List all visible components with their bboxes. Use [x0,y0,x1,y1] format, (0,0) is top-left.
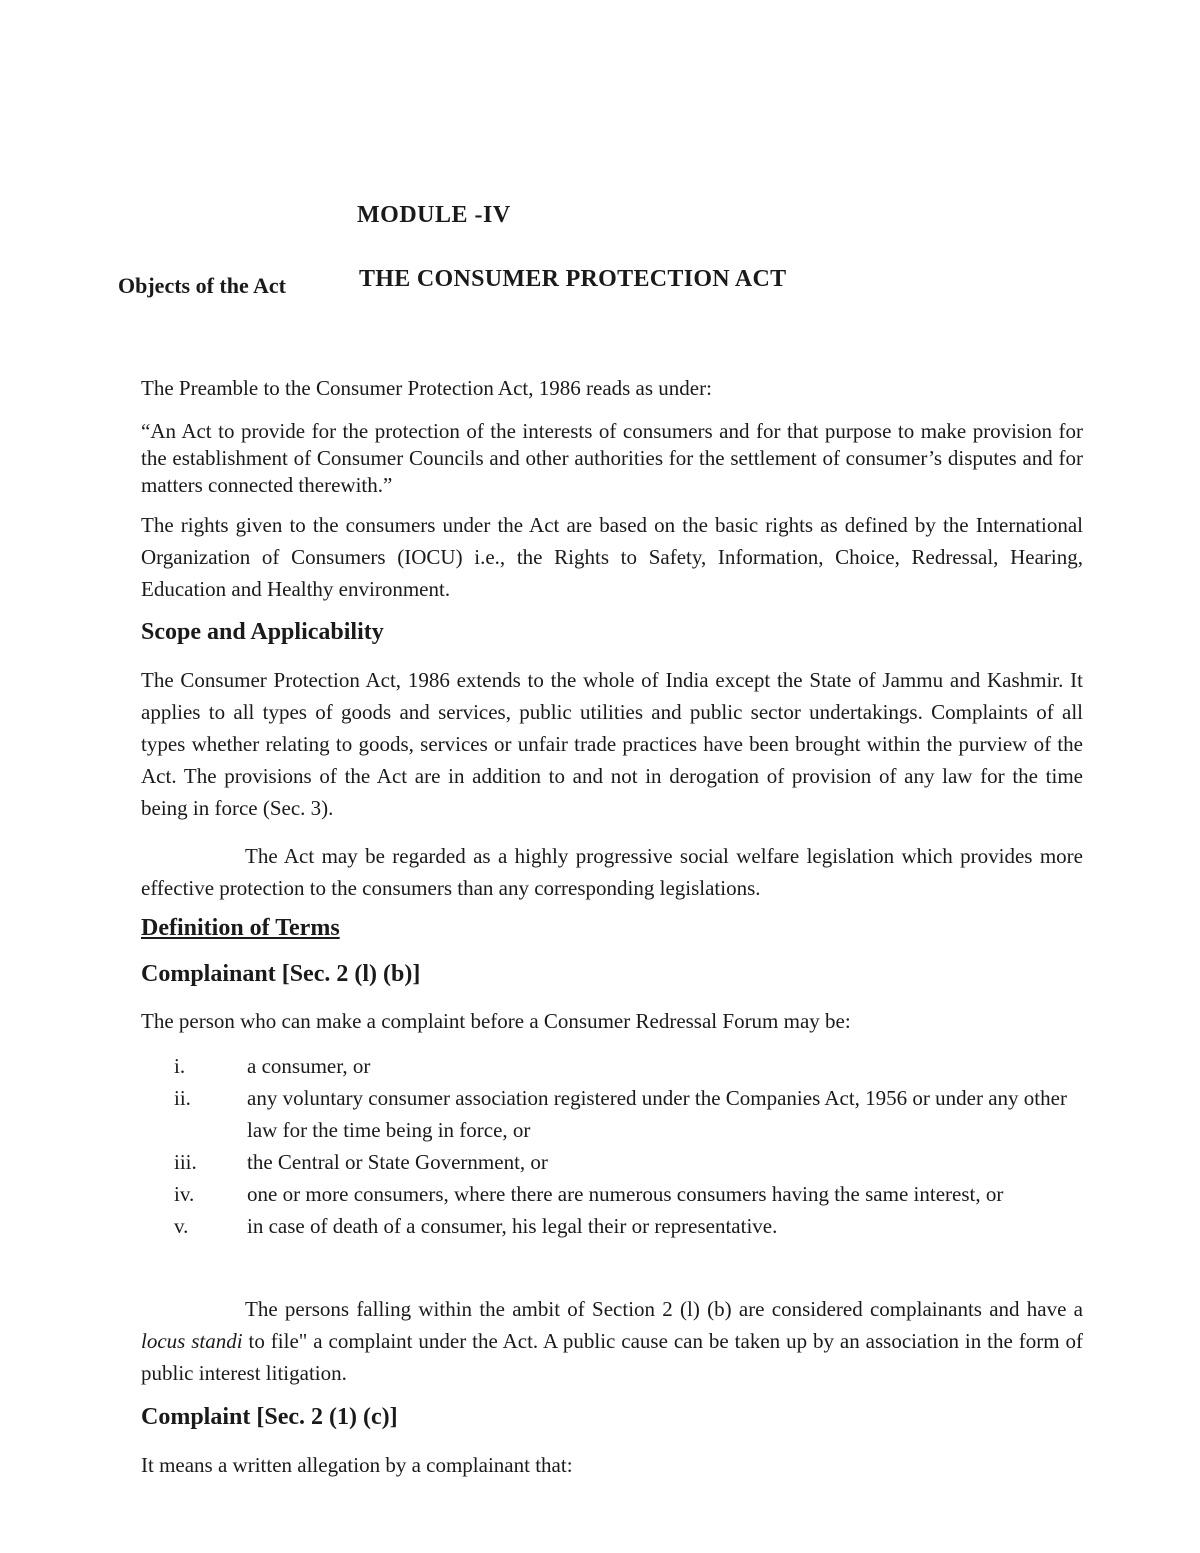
italic-term: locus standi [141,1329,243,1353]
list-text: any voluntary consumer association registered under the Companies Act, 1956 or under any other law for the time being in force, or [247,1086,1067,1142]
list-number: v. [174,1214,189,1238]
locus-standi-paragraph [141,1293,1083,1389]
list-item [141,1146,1083,1178]
list-text: one or more consumers, where there are numerous consumers having the same interest, or [247,1182,1004,1206]
list-text: the Central or State Government, or [247,1150,548,1174]
list-number: i. [174,1054,186,1078]
list-item [141,1178,1083,1210]
preamble-intro: The Preamble to the Consumer Protection Act, 1986 reads as under: [141,376,712,400]
paragraph-text: The persons falling within the ambit of Section 2 (l) (b) are considered complainants and have a [245,1297,1083,1321]
list-number: ii. [174,1086,191,1110]
rights-paragraph: The rights given to the consumers under the Act are based on the basic rights as defined by the International Organization of Consumers (IOCU) i.e., the Rights to Safety, Information, Choice, Redressal, Hearing, Education and Healthy environment. [141,513,1083,601]
paragraph-text: to file" a complaint under the Act. A public cause can be taken up by an association in the form of public interest litigation. [141,1329,1084,1385]
list-item [141,1210,1083,1242]
side-label: Objects of the Act [118,273,287,298]
complainant-intro: The person who can make a complaint before a Consumer Redressal Forum may be: [141,1009,851,1033]
complainant-list [141,1050,1083,1242]
list-number: iii. [174,1150,197,1174]
preamble-quote: “An Act to provide for the protection of the interests of consumers and for that purpose to make provision for the establishment of Consumer Councils and other authorities for the settlement of consumer’s disputes and for matters connected therewith.” [141,419,1083,497]
page-title: THE CONSUMER PROTECTION ACT [359,266,787,292]
list-text: in case of death of a consumer, his legal their or representative. [247,1214,778,1238]
scope-paragraph-2: The Act may be regarded as a highly progressive social welfare legislation which provides more effective protection to the consumers than any corresponding legislations. [141,844,1083,900]
list-number: iv. [174,1182,195,1206]
list-text: a consumer, or [247,1054,371,1078]
definitions-heading: Definition of Terms [141,915,340,941]
scope-paragraph: The Consumer Protection Act, 1986 extends to the whole of India except the State of Jammu and Kashmir. It applies to all types of goods and services, public utilities and public sector undertakings. Complaints of all types whether relating to goods, services or unfair trade practices have been brought within the purview of the Act. The provisions of the Act are in addition to and not in derogation of provision of any law for the time being in force (Sec. 3). [141,668,1083,820]
scope-heading: Scope and Applicability [141,619,384,645]
complaint-intro: It means a written allegation by a complainant that: [141,1453,573,1477]
list-item [141,1050,1083,1082]
complainant-heading: Complainant [Sec. 2 (l) (b)] [141,961,421,987]
module-heading: MODULE -IV [357,202,511,228]
list-item [141,1082,1083,1146]
complaint-heading: Complaint [Sec. 2 (1) (c)] [141,1404,398,1430]
